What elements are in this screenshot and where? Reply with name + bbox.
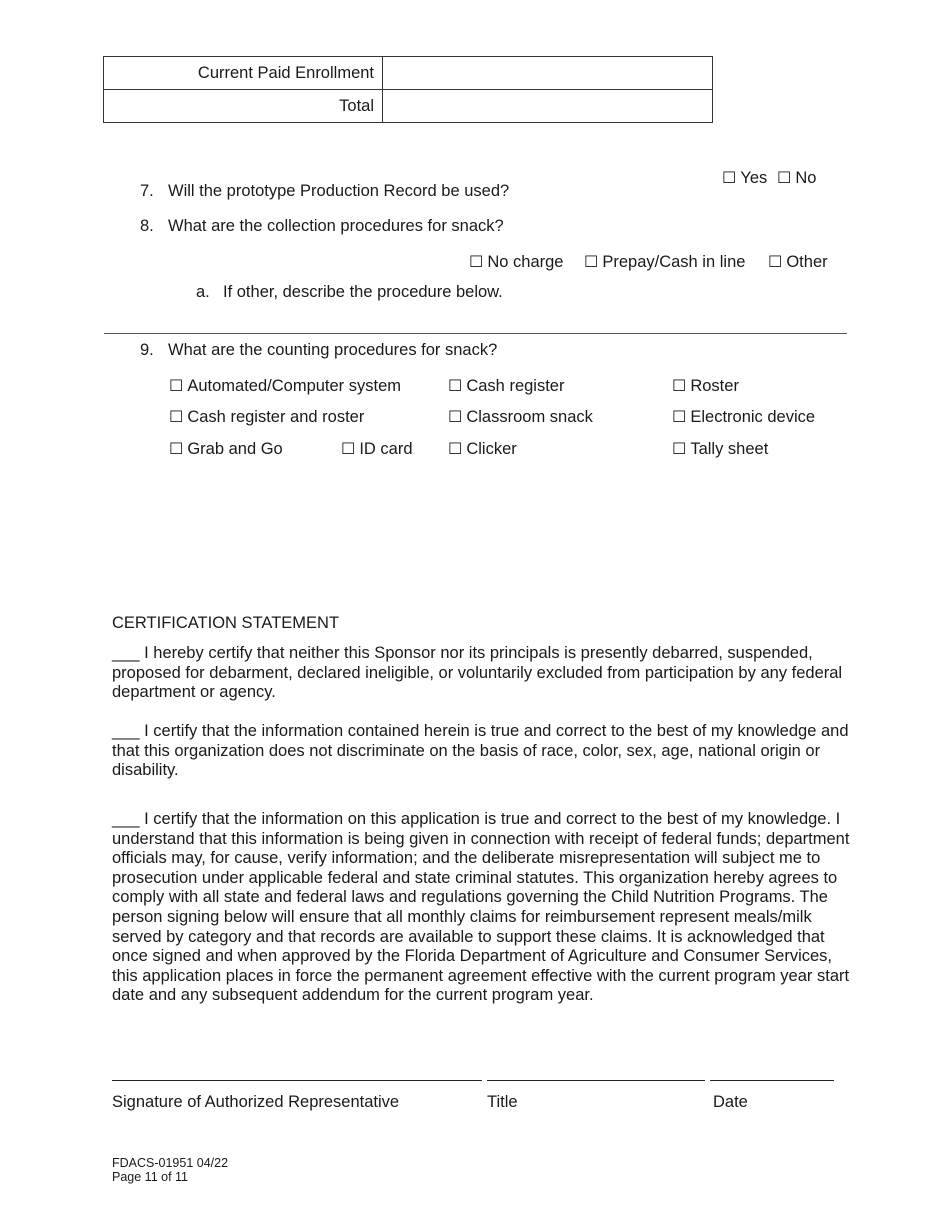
table-row xyxy=(104,57,713,90)
q9-option-label: Electronic device xyxy=(690,408,816,426)
q8-no-charge-label: No charge xyxy=(487,253,564,271)
checkbox-icon: ☐ xyxy=(777,168,792,187)
checkbox-icon: ☐ xyxy=(448,407,463,426)
checkbox-icon: ☐ xyxy=(169,407,184,426)
divider xyxy=(104,333,847,334)
q9-number: 9. xyxy=(140,341,154,359)
page-number: Page 11 of 11 xyxy=(112,1170,188,1184)
q9-roster-checkbox[interactable] xyxy=(672,376,739,396)
q8-other-checkbox[interactable] xyxy=(768,252,828,272)
certification-statement-1: ___ I hereby certify that neither this Sponsor nor its principals is presently debarred, suspended, proposed for debarment, declared ineligible, or voluntarily excluded from participation by any federal department or agency. xyxy=(112,644,843,702)
q8-number: 8. xyxy=(140,217,154,235)
table-row xyxy=(104,90,713,123)
checkbox-icon: ☐ xyxy=(169,376,184,395)
date-line[interactable] xyxy=(710,1080,834,1081)
q9-cash-register-roster-checkbox[interactable] xyxy=(169,407,364,427)
q7-number: 7. xyxy=(140,182,154,200)
current-paid-enrollment-label: Current Paid Enrollment xyxy=(104,57,383,90)
q9-option-label: Cash register xyxy=(466,377,565,395)
q7-yes-checkbox[interactable] xyxy=(722,168,767,188)
title-label: Title xyxy=(487,1093,518,1111)
q8a-text: If other, describe the procedure below. xyxy=(223,283,503,301)
checkbox-icon: ☐ xyxy=(672,439,687,458)
q9-question: What are the counting procedures for snack? xyxy=(168,341,498,359)
checkbox-icon: ☐ xyxy=(672,407,687,426)
total-field[interactable] xyxy=(383,90,713,123)
checkbox-icon: ☐ xyxy=(341,439,356,458)
checkbox-icon: ☐ xyxy=(672,376,687,395)
q8-other-label: Other xyxy=(786,253,828,271)
checkbox-icon: ☐ xyxy=(469,252,484,271)
certification-heading: CERTIFICATION STATEMENT xyxy=(112,614,340,632)
q9-option-label: Classroom snack xyxy=(466,408,593,426)
q9-option-label: Clicker xyxy=(466,440,517,458)
title-line[interactable] xyxy=(487,1080,705,1081)
q9-electronic-device-checkbox[interactable] xyxy=(672,407,815,427)
enrollment-table xyxy=(103,56,713,123)
q9-cash-register-checkbox[interactable] xyxy=(448,376,564,396)
q7-no-label: No xyxy=(795,169,817,187)
q9-id-card-checkbox[interactable] xyxy=(341,439,413,459)
q9-automated-checkbox[interactable] xyxy=(169,376,401,396)
signature-label: Signature of Authorized Representative xyxy=(112,1093,400,1111)
checkbox-icon: ☐ xyxy=(722,168,737,187)
signature-line[interactable] xyxy=(112,1080,482,1081)
checkbox-icon: ☐ xyxy=(448,439,463,458)
q9-option-label: Tally sheet xyxy=(690,440,769,458)
checkbox-icon: ☐ xyxy=(169,439,184,458)
certification-statement-3: ___ I certify that the information on this application is true and correct to the best of my knowledge. I understand that this information is being given in connection with receipt of federal funds; department officials may, for cause, verify information; and the deliberate misrepresentation will subject me to prosecution under applicable federal and state criminal statutes. This organization hereby agrees to comply with all state and federal laws and regulations governing the Child Nutrition Programs. The person signing below will ensure that all monthly claims for reimbursement represent meals/milk served by category and that records are available to support these claims. It is acknowledged that once signed and when approved by the Florida Department of Agriculture and Consumer Services, this application places in force the permanent agreement effective with the current program year start date and any subsequent addendum for the current program year. xyxy=(112,810,850,1005)
q9-option-label: Cash register and roster xyxy=(187,408,365,426)
q9-grab-and-go-checkbox[interactable] xyxy=(169,439,283,459)
q8-question: What are the collection procedures for snack? xyxy=(168,217,504,235)
checkbox-icon: ☐ xyxy=(448,376,463,395)
q8-prepay-label: Prepay/Cash in line xyxy=(602,253,746,271)
certification-statement-2: ___ I certify that the information contained herein is true and correct to the best of my knowledge and that this organization does not discriminate on the basis of race, color, sex, age, national origin or disability. xyxy=(112,722,849,780)
q9-option-label: Automated/Computer system xyxy=(187,377,402,395)
q9-option-label: ID card xyxy=(359,440,413,458)
date-label: Date xyxy=(713,1093,748,1111)
q7-no-checkbox[interactable] xyxy=(777,168,816,188)
current-paid-enrollment-field[interactable] xyxy=(383,57,713,90)
q8-no-charge-checkbox[interactable] xyxy=(469,252,563,272)
q9-clicker-checkbox[interactable] xyxy=(448,439,517,459)
q8-prepay-checkbox[interactable] xyxy=(584,252,745,272)
form-id: FDACS-01951 04/22 xyxy=(112,1156,229,1170)
q7-yes-label: Yes xyxy=(740,169,768,187)
checkbox-icon: ☐ xyxy=(584,252,599,271)
q9-option-label: Grab and Go xyxy=(187,440,283,458)
q9-option-label: Roster xyxy=(690,377,739,395)
checkbox-icon: ☐ xyxy=(768,252,783,271)
q8a-letter: a. xyxy=(196,283,210,301)
q9-tally-sheet-checkbox[interactable] xyxy=(672,439,768,459)
total-label: Total xyxy=(104,90,383,123)
q7-question: Will the prototype Production Record be used? xyxy=(168,182,510,200)
q9-classroom-snack-checkbox[interactable] xyxy=(448,407,593,427)
